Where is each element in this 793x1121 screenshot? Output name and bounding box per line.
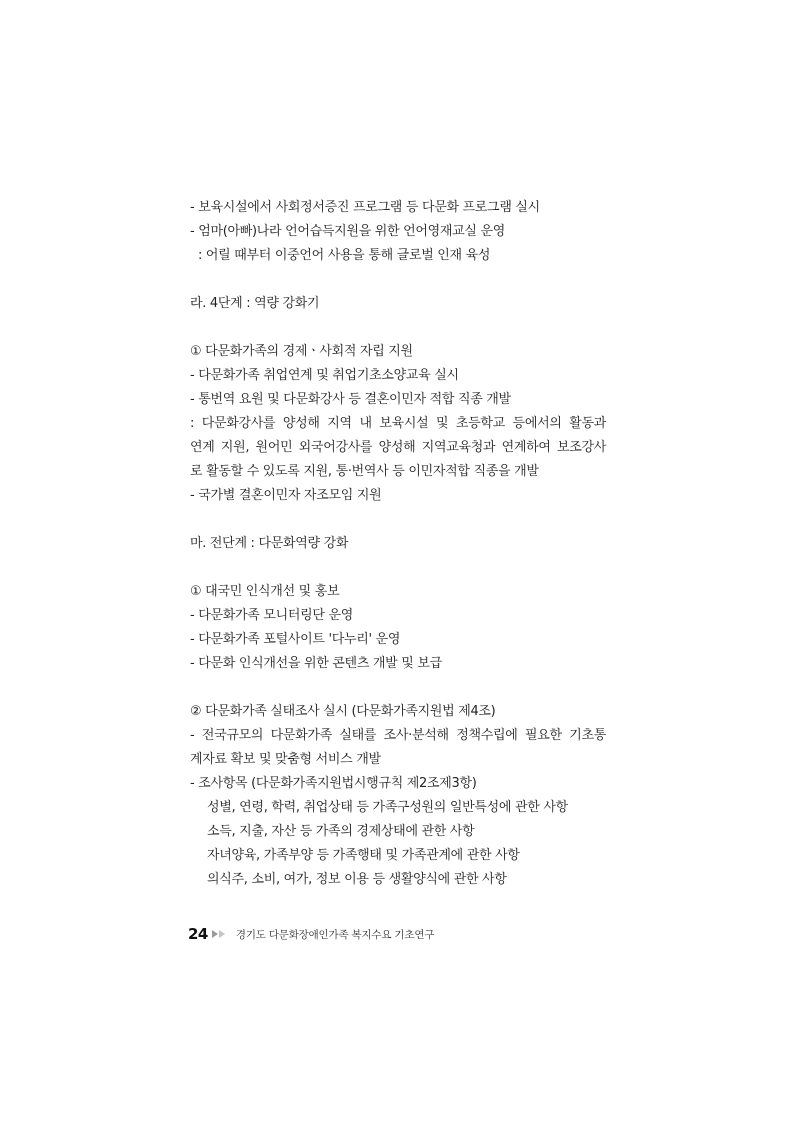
bullet-employment-link: - 다문화가족 취업연계 및 취업기초소양교육 실시: [190, 368, 459, 383]
survey-item-lifestyle: 의식주, 소비, 여가, 정보 이용 등 생활양식에 관한 사항: [207, 872, 507, 887]
arrow-icon-light: [219, 930, 225, 938]
item-heading-survey: ② 다문화가족 실태조사 실시 (다문화가족지원법 제4조): [190, 704, 496, 719]
bullet-survey-items: - 조사항목 (다문화가족지원법시행규칙 제2조제3항): [190, 776, 477, 791]
survey-item-economic: 소득, 지출, 자산 등 가족의 경제상태에 관한 사항: [207, 824, 475, 839]
bullet-content-development: - 다문화 인식개선을 위한 콘텐츠 개발 및 보급: [190, 656, 442, 671]
bullet-national-survey-line-2: 계자료 확보 및 맞춤형 서비스 개발: [190, 752, 381, 767]
section-heading-stage4: 라. 4단계 : 역량 강화기: [190, 296, 320, 311]
bullet-national-survey-line-1: - 전국규모의 다문화가족 실태를 조사·분석해 정책수립에 필요한 기초통: [190, 728, 606, 743]
survey-item-general: 성별, 연령, 학력, 취업상태 등 가족구성원의 일반특성에 관한 사항: [207, 800, 568, 815]
page-footer: [188, 925, 434, 943]
bullet-language-class: - 엄마(아빠)나라 언어습득지원을 위한 언어영재교실 운영: [190, 224, 506, 239]
item-heading-self-reliance: ① 다문화가족의 경제ㆍ사회적 자립 지원: [190, 344, 413, 359]
bullet-monitoring-group: - 다문화가족 모니터링단 운영: [190, 608, 353, 623]
arrow-icon-dark: [212, 930, 218, 938]
bullet-interpreter-jobs: - 통번역 요원 및 다문화강사 등 결혼이민자 적합 직종 개발: [190, 392, 511, 407]
page-number: 24: [188, 925, 208, 943]
bullet-childcare-program: - 보육시설에서 사회정서증진 프로그램 등 다문화 프로그램 실시: [190, 200, 540, 215]
survey-item-family-relations: 자녀양육, 가족부양 등 가족행태 및 가족관계에 관한 사항: [207, 848, 520, 863]
running-title: 경기도 다문화장애인가족 복지수요 기초연구: [235, 928, 435, 941]
note-bilingual-talent: : 어릴 때부터 이중언어 사용을 통해 글로벌 인재 육성: [198, 248, 491, 263]
item-heading-awareness: ① 대국민 인식개선 및 홍보: [190, 584, 340, 599]
section-heading-all-stages: 마. 전단계 : 다문화역량 강화: [190, 536, 349, 551]
double-triangle-arrow-icon: [212, 930, 225, 938]
paragraph-instructor-line-2: 연계 지원, 원어민 외국어강사를 양성해 지역교육청과 연계하여 보조강사: [190, 440, 606, 455]
bullet-self-help-groups: - 국가별 결혼이민자 자조모임 지원: [190, 488, 382, 503]
paragraph-instructor-line-3: 로 활동할 수 있도록 지원, 통·번역사 등 이민자적합 직종을 개발: [190, 464, 539, 479]
paragraph-instructor-line-1: : 다문화강사를 양성해 지역 내 보육시설 및 초등학교 등에서의 활동과: [190, 416, 606, 431]
bullet-danuri-portal: - 다문화가족 포털사이트 '다누리' 운영: [190, 632, 401, 647]
